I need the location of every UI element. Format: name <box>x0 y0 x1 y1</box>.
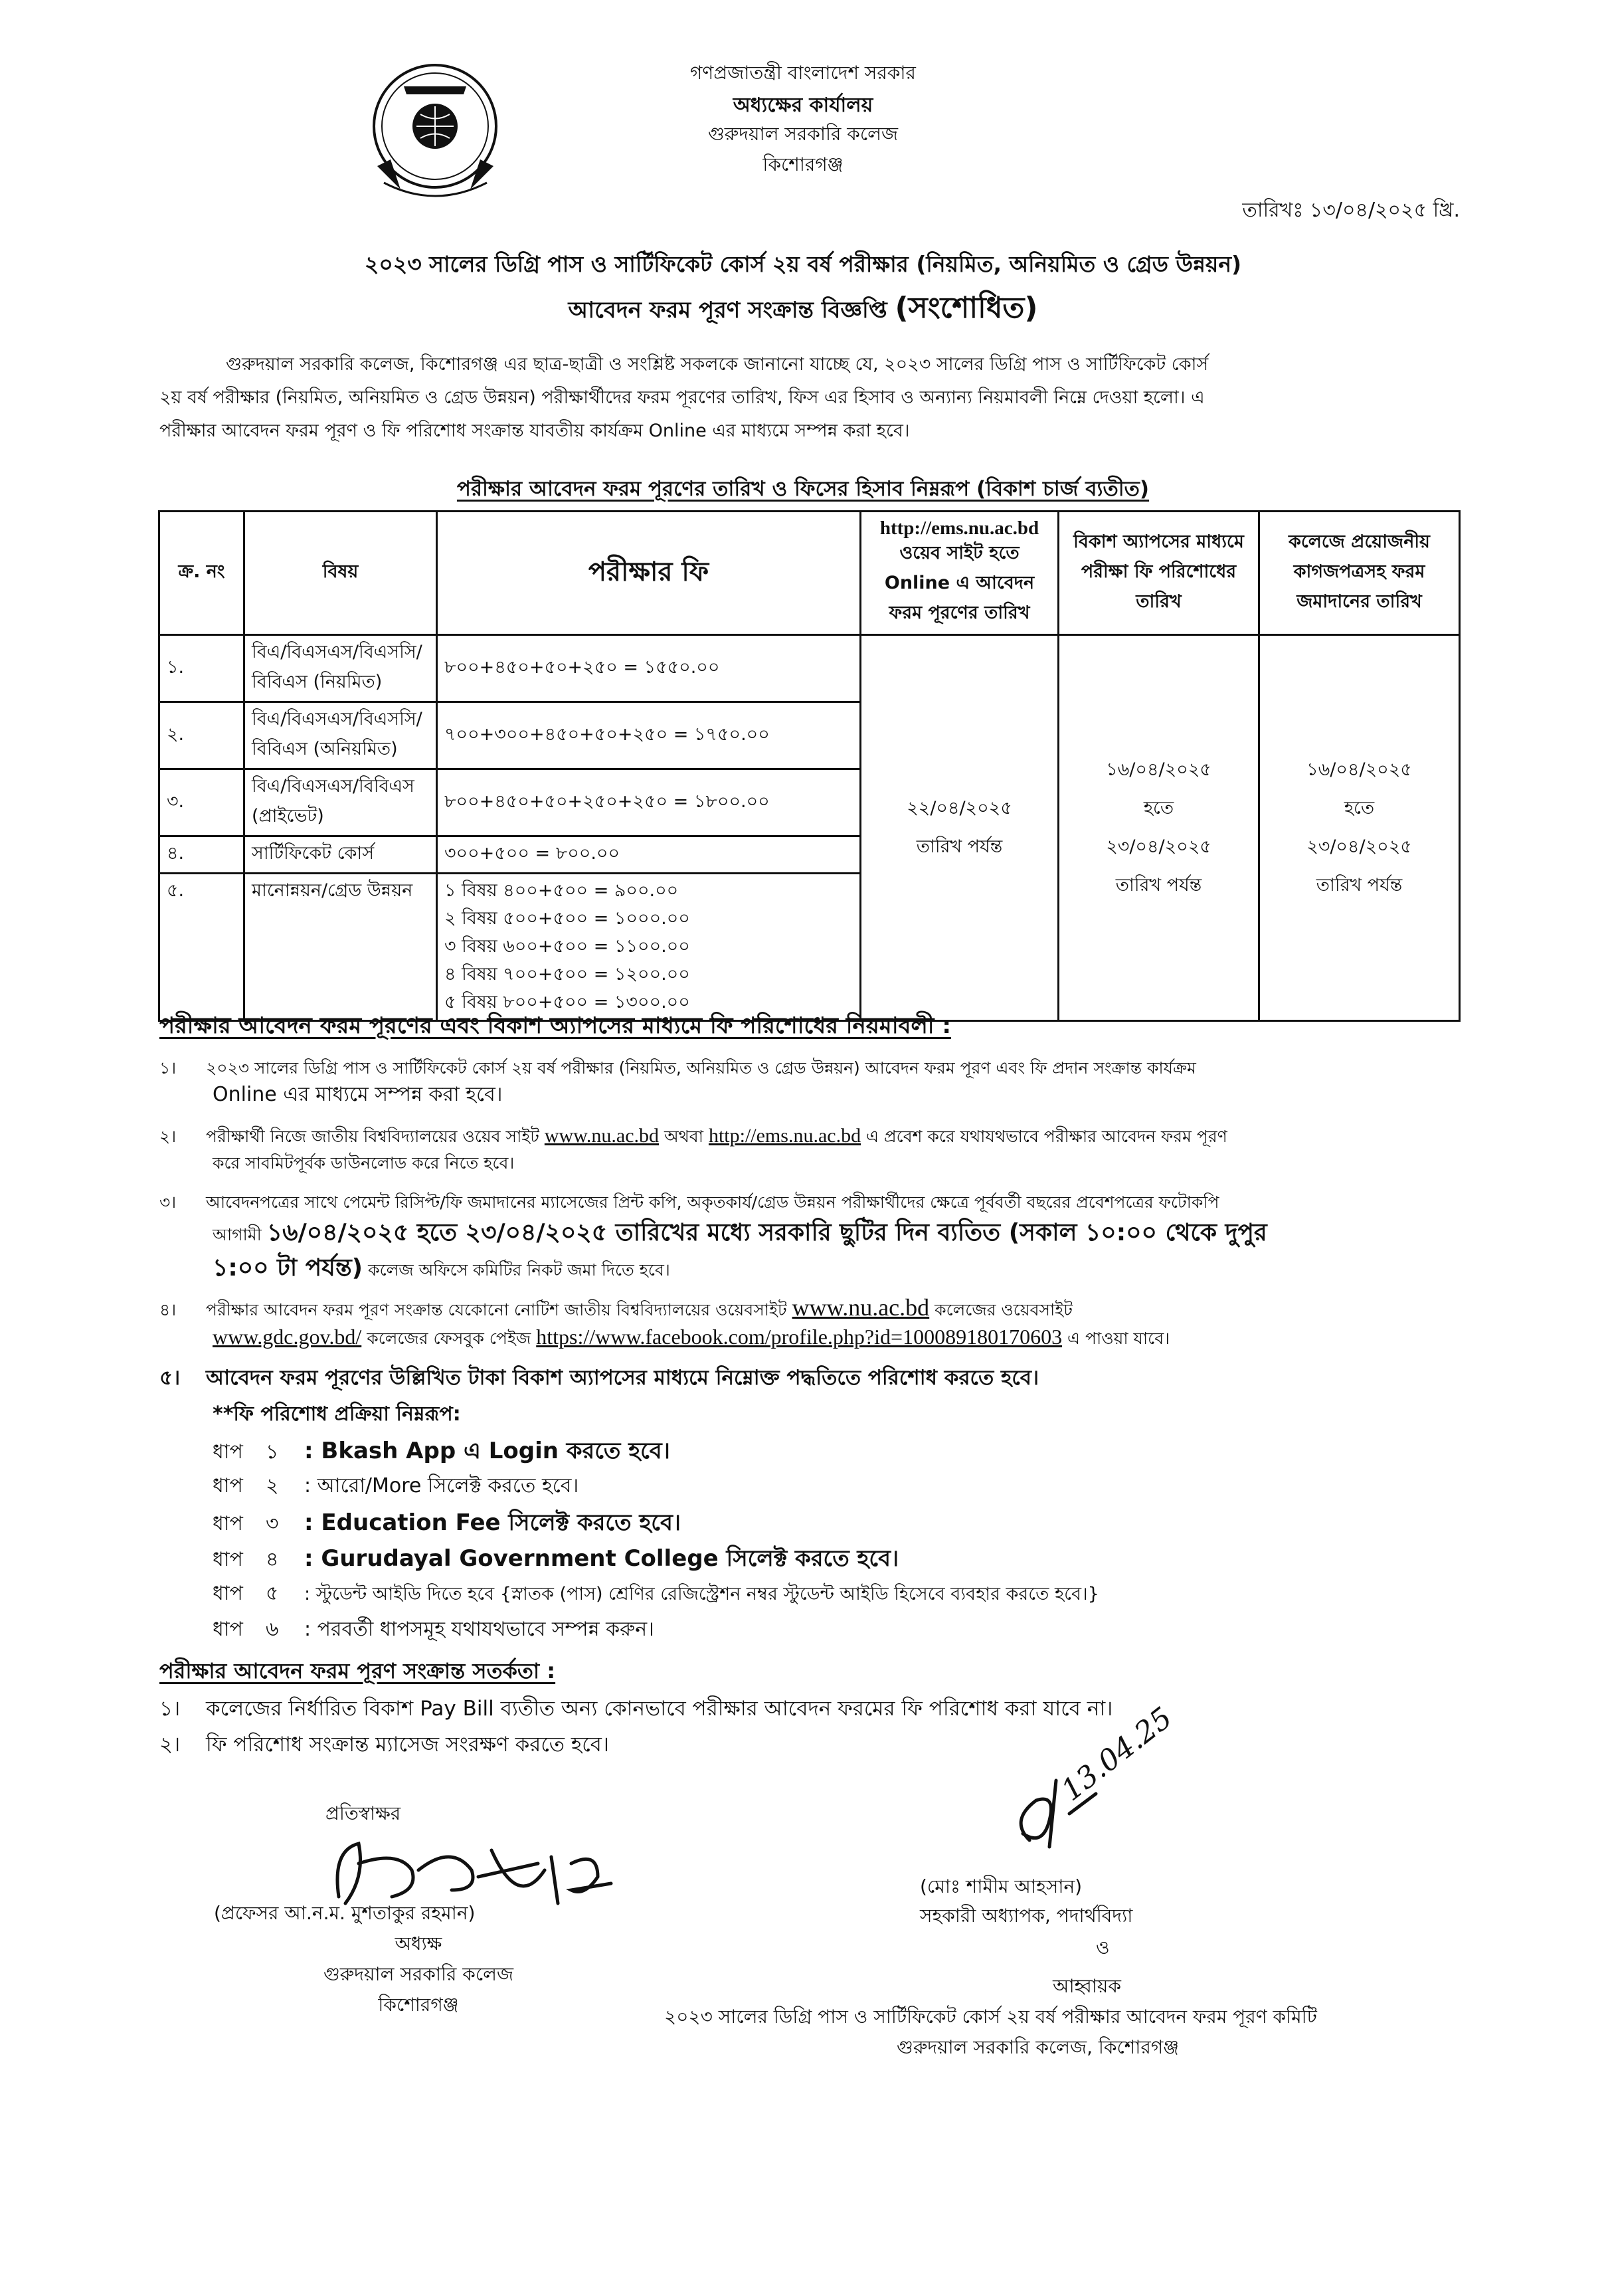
step-text: : Bkash App এ Login করতে হবে। <box>304 1438 670 1464</box>
row-subject: মানোন্নয়ন/গ্রেড উন্নয়ন <box>244 874 437 1021</box>
rule-text: ২০২৩ সালের ডিগ্রি পাস ও সার্টিফিকেট কোর্স ২য় বর্ষ পরীক্ষার (নিয়মিত, অনিয়মিত ও গ্রেড উন্নয়ন) আবেদন ফরম পূরণ এবং ফি প্রদান সংক্রান্ত কার্যক্রম <box>206 1058 1196 1078</box>
row-sl: ৩. <box>159 769 244 836</box>
govt-name: গণপ্রজাতন্ত্রী বাংলাদেশ সরকার <box>690 62 916 84</box>
rule-text: কলেজের ফেসবুক পেইজ <box>367 1329 531 1348</box>
col-header-fee: পরীক্ষার ফি <box>437 512 861 635</box>
step-row <box>213 1613 1474 1649</box>
row-fee: ৭০০+৩০০+৪৫০+৫০+২৫০ = ১৭৫০.০০ <box>437 702 861 769</box>
rule-number: ২। <box>159 1127 177 1146</box>
convener-designation: সহকারী অধ্যাপক, পদার্থবিদ্যা <box>920 1905 1133 1927</box>
rule-3-dates <box>159 1220 1474 1248</box>
step-label: ধাপ <box>213 1440 243 1464</box>
submission-period: ১৬/০৪/২০২৫ হতে ২৩/০৪/২০২৫ তারিখের মধ্যে সরকারি ছুটির দিন ব্যতিত (সকাল ১০:০০ থেকে দুপুর <box>266 1219 1267 1246</box>
rule-text: এ প্রবেশ করে যথাযথভাবে পরীক্ষার আবেদন ফরম পূরণ <box>866 1127 1227 1146</box>
rule-text: আগামী <box>213 1225 262 1244</box>
rule-text: কলেজ অফিসে কমিটির নিকট জমা দিতে হবে। <box>368 1260 670 1280</box>
district-name: কিশোরগঞ্জ <box>762 153 844 175</box>
row-sl: ৫. <box>159 874 244 1021</box>
bkash-date-cell <box>1059 635 1259 1021</box>
intro-line-1: গুরুদয়াল সরকারি কলেজ, কিশোরগঞ্জ এর ছাত্র-ছাত্রী ও সংশ্লিষ্ট সকলকে জানানো যাচ্ছে যে, ২০২৩ সালের ডিগ্রি পাস ও সার্টিফিকেট কোর্স <box>226 354 1209 375</box>
rule-text: এ পাওয়া যাবে। <box>1067 1329 1170 1348</box>
step-number: ২ <box>266 1474 279 1497</box>
fee-line: ৩ বিষয় ৬০০+৫০০ = ১১০০.০০ <box>444 936 690 957</box>
caution-number: ১। <box>159 1697 181 1721</box>
row-sl: ২. <box>159 702 244 769</box>
col-header-online-text: ওয়েব সাইট হতে Online এ আবেদন ফরম পূরণের তারিখ <box>884 542 1035 623</box>
bkash-date-suffix: তারিখ পর্যন্ত <box>1115 875 1202 896</box>
intro-line-2: ২য় বর্ষ পরীক্ষার (নিয়মিত, অনিয়মিত ও গ্রেড উন্নয়ন) পরীক্ষার্থীদের ফরম পূরণের তারিখ, ফিস এর হিসাব ও অন্যান্য নিয়মাবলী নিম্নে দেওয়া হলো। এ <box>159 387 1205 408</box>
col-header-sl: ক্র. নং <box>159 512 244 635</box>
table-caption <box>0 473 1606 508</box>
step-text: : Education Fee সিলেক্ট করতে হবে। <box>304 1509 681 1536</box>
committee-name: ২০২৩ সালের ডিগ্রি পাস ও সার্টিফিকেট কোর্স ২য় বর্ষ পরীক্ষার আবেদন ফরম পূরণ কমিটি <box>664 2006 1317 2028</box>
online-date-suffix: তারিখ পর্যন্ত <box>916 836 1003 857</box>
rule-number: ৫। <box>159 1366 181 1390</box>
caution-number: ২। <box>159 1733 181 1757</box>
bkash-date-from: ১৬/০৪/২০২৫ <box>1106 759 1211 780</box>
college-date-cell <box>1259 635 1460 1021</box>
step-label: ধাপ <box>213 1512 243 1535</box>
countersign-label: প্রতিস্বাক্ষর <box>325 1802 401 1824</box>
step-label: ধাপ <box>213 1618 243 1641</box>
step-text: : Gurudayal Government College সিলেক্ট করতে হবে। <box>304 1545 899 1572</box>
submission-time: ১:০০ টা পর্যন্ত) <box>213 1254 363 1282</box>
principal-designation: অধ্যক্ষ <box>395 1933 442 1955</box>
rule-3-time <box>159 1255 1474 1284</box>
facebook-page-link[interactable]: https://www.facebook.com/profile.php?id=100089180170603 <box>536 1325 1063 1349</box>
step-text: : স্টুডেন্ট আইডি দিতে হবে {স্নাতক (পাস) শ্রেণির রেজিস্ট্রেশন নম্বর স্টুডেন্ট আইডি হিসেবে ব্যবহার করতে হবে।} <box>304 1584 1099 1604</box>
rule-text-cont: Online এর মাধ্যমে সম্পন্ন করা হবে। <box>213 1083 503 1106</box>
rule-2 <box>159 1123 1474 1177</box>
row-subject: বিএ/বিএসএস/বিএসসি/ বিবিএস (অনিয়মিত) <box>244 702 437 769</box>
notice-title-line2 <box>0 286 1606 334</box>
rule-5 <box>159 1362 1474 1396</box>
fee-line: ৪ বিষয় ৭০০+৫০০ = ১২০০.০০ <box>444 964 690 985</box>
caution-text: ফি পরিশোধ সংক্রান্ত ম্যাসেজ সংরক্ষণ করতে হবে। <box>206 1733 610 1757</box>
rule-number: ৪। <box>159 1300 177 1319</box>
row-sl: ৪. <box>159 836 244 874</box>
step-number: ৬ <box>266 1618 279 1641</box>
step-row <box>213 1505 1474 1541</box>
row-fee: ৮০০+৪৫০+৫০+২৫০+২৫০ = ১৮০০.০০ <box>437 769 861 836</box>
college-date-suffix: তারিখ পর্যন্ত <box>1316 875 1403 896</box>
fee-line: ১ বিষয় ৪০০+৫০০ = ৯০০.০০ <box>444 880 679 901</box>
caution-item <box>159 1729 1474 1763</box>
row-subject: সার্টিফিকেট কোর্স <box>244 836 437 874</box>
step-row <box>213 1541 1474 1577</box>
caution-item <box>159 1693 1474 1727</box>
caution-text: কলেজের নির্ধারিত বিকাশ Pay Bill ব্যতীত অন্য কোনভাবে পরীক্ষার আবেদন ফরমের ফি পরিশোধ করা যাবে না। <box>206 1697 1113 1721</box>
rule-4 <box>159 1294 1474 1352</box>
revised-tag: (সংশোধিত) <box>895 291 1038 325</box>
step-number: ১ <box>266 1440 279 1464</box>
table-row <box>159 635 1460 702</box>
nu-website-link[interactable]: www.nu.ac.bd <box>792 1294 930 1321</box>
col-header-online <box>861 512 1059 635</box>
ems-url: http://ems.nu.ac.bd <box>879 517 1039 539</box>
rule-text: আবেদনপত্রের সাথে পেমেন্ট রিসিপ্ট/ফি জমাদানের ম্যাসেজের প্রিন্ট কপি, অকৃতকার্য/গ্রেড উন্নয়ন পরীক্ষার্থীদের ক্ষেত্রে পূর্ববর্তী বছরের প্রবেশপত্রের ফটোকপি <box>206 1193 1219 1212</box>
committee-college: গুরুদয়াল সরকারি কলেজ, কিশোরগঞ্জ <box>897 2036 1180 2058</box>
step-number: ৩ <box>266 1512 279 1535</box>
step-row <box>213 1577 1474 1613</box>
rule-text-cont: করে সাবমিটপূর্বক ডাউনলোড করে নিতে হবে। <box>213 1153 515 1173</box>
row-sl: ১. <box>159 635 244 702</box>
step-number: ৪ <box>266 1548 279 1571</box>
intro-line-3: পরীক্ষার আবেদন ফরম পূরণ ও ফি পরিশোধ সংক্রান্ত যাবতীয় কার্যক্রম Online এর মাধ্যমে সম্পন্ন করা হবে। <box>159 421 910 441</box>
bkash-date-to: ২৩/০৪/২০২৫ <box>1106 836 1211 857</box>
caution-title <box>159 1654 555 1690</box>
rule-4-links <box>159 1323 1474 1352</box>
college-name: গুরুদয়াল সরকারি কলেজ <box>707 123 899 145</box>
college-website-link[interactable]: www.gdc.gov.bd/ <box>213 1325 362 1349</box>
convener-and: ও <box>1096 1937 1110 1959</box>
row-subject: বিএ/বিএসএস/বিবিএস (প্রাইভেট) <box>244 769 437 836</box>
step-label: ধাপ <box>213 1474 243 1497</box>
rule-text: কলেজের ওয়েবসাইট <box>935 1300 1073 1319</box>
notice-subject: আবেদন ফরম পূরণ সংক্রান্ত বিজ্ঞপ্তি <box>568 297 887 324</box>
rule-1 <box>159 1055 1474 1108</box>
table-header-row <box>159 512 1460 635</box>
step-number: ৫ <box>266 1582 279 1605</box>
steps-title: **ফি পরিশোধ প্রক্রিয়া নিম্নরূপ: <box>213 1402 461 1426</box>
rule-3 <box>159 1189 1474 1284</box>
rules-title-text: পরীক্ষার আবেদন ফরম পূরণের এবং বিকাশ অ্যাপসের মাধ্যমে ফি পরিশোধের নিয়মাবলী : <box>159 1012 951 1039</box>
nu-website-link[interactable]: www.nu.ac.bd <box>544 1125 660 1147</box>
convener-role: আহ্বায়ক <box>1053 1975 1122 1997</box>
online-date-cell <box>861 635 1059 1021</box>
online-date: ২২/০৪/২০২৫ <box>907 798 1012 818</box>
rule-text: পরীক্ষার আবেদন ফরম পূরণ সংক্রান্ত যেকোনো নোটিশ জাতীয় বিশ্ববিদ্যালয়ের ওয়েবসাইট <box>206 1300 787 1319</box>
rule-text: আবেদন ফরম পূরণের উল্লিখিত টাকা বিকাশ অ্যাপসের মাধ্যমে নিম্নোক্ত পদ্ধতিতে পরিশোধ করতে হবে। <box>206 1366 1039 1390</box>
col-header-subject: বিষয় <box>244 512 437 635</box>
bkash-date-mid: হতে <box>1143 798 1174 818</box>
rule-number: ১। <box>159 1058 177 1078</box>
notice-title-line1: ২০২৩ সালের ডিগ্রি পাস ও সার্টিফিকেট কোর্স ২য় বর্ষ পরীক্ষার (নিয়মিত, অনিয়মিত ও গ্রেড উন্নয়ন) <box>364 251 1242 277</box>
rules-title <box>159 1008 951 1046</box>
ems-website-link[interactable]: http://ems.nu.ac.bd <box>708 1125 861 1147</box>
notice-date: তারিখঃ ১৩/০৪/২০২৫ খ্রি. <box>1242 199 1460 222</box>
college-date-from: ১৬/০৪/২০২৫ <box>1306 759 1412 780</box>
rule-text: অথবা <box>664 1127 703 1146</box>
table-caption-text: পরীক্ষার আবেদন ফরম পূরণের তারিখ ও ফিসের হিসাব নিম্নরূপ (বিকাশ চার্জ ব্যতীত) <box>456 477 1150 501</box>
fee-line: ২ বিষয় ৫০০+৫০০ = ১০০০.০০ <box>444 908 690 929</box>
step-text: : আরো/More সিলেক্ট করতে হবে। <box>304 1474 579 1497</box>
step-row <box>213 1434 1474 1470</box>
principal-district: কিশোরগঞ্জ <box>378 1994 459 2016</box>
rule-text: পরীক্ষার্থী নিজে জাতীয় বিশ্ববিদ্যালয়ের ওয়েব সাইট <box>206 1127 539 1146</box>
row-fee: ৮০০+৪৫০+৫০+২৫০ = ১৫৫০.০০ <box>437 635 861 702</box>
convener-name: (মোঃ শামীম আহসান) <box>920 1875 1083 1897</box>
signature-date: 13.04.25 <box>1055 1701 1179 1808</box>
college-date-to: ২৩/০৪/২০২৫ <box>1306 836 1412 857</box>
fee-line: ৫ বিষয় ৮০০+৫০০ = ১৩০০.০০ <box>444 992 690 1012</box>
step-text: : পরবর্তী ধাপসমূহ যথাযথভাবে সম্পন্ন করুন। <box>304 1618 654 1641</box>
row-fee-list <box>437 874 861 1021</box>
principal-college: গুরুদয়াল সরকারি কলেজ <box>323 1963 514 1985</box>
caution-title-text: পরীক্ষার আবেদন ফরম পূরণ সংক্রান্ত সতর্কতা : <box>159 1658 556 1683</box>
row-fee: ৩০০+৫০০ = ৮০০.০০ <box>437 836 861 874</box>
rule-number: ৩। <box>159 1193 177 1212</box>
step-row <box>213 1470 1474 1505</box>
payment-steps <box>213 1434 1474 1649</box>
step-label: ধাপ <box>213 1582 243 1605</box>
row-subject: বিএ/বিএসএস/বিএসসি/ বিবিএস (নিয়মিত) <box>244 635 437 702</box>
fee-table <box>158 510 1461 1022</box>
step-label: ধাপ <box>213 1548 243 1571</box>
office-name: অধ্যক্ষের কার্যালয় <box>733 94 873 117</box>
col-header-college: কলেজে প্রয়োজনীয় কাগজপত্রসহ ফরম জমাদানের তারিখ <box>1259 512 1460 635</box>
principal-name: (প্রফেসর আ.ন.ম. মুশতাকুর রহমান) <box>214 1902 476 1924</box>
college-date-mid: হতে <box>1344 798 1375 818</box>
col-header-bkash: বিকাশ অ্যাপসের মাধ্যমে পরীক্ষা ফি পরিশোধের তারিখ <box>1059 512 1259 635</box>
